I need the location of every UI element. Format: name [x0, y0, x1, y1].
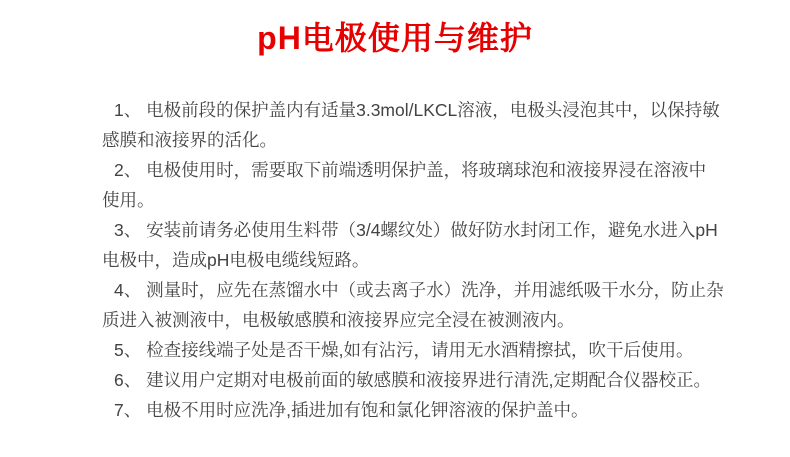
instruction-item-4-line-1: 4、 测量时，应先在蒸馏水中（或去离子水）洗净，并用滤纸吸干水分，防止杂 [114, 280, 724, 300]
instruction-item-1-line-2: 感膜和液接界的活化。 [102, 130, 277, 150]
instruction-item-3-line-1: 3、 安装前请务必使用生料带（3/4螺纹处）做好防水封闭工作，避免水进入pH [114, 220, 718, 240]
instruction-item-5: 5、 检查接线端子处是否干燥,如有沾污，请用无水酒精擦拭，吹干后使用。 [114, 340, 694, 360]
instruction-item-6: 6、 建议用户定期对电极前面的敏感膜和液接界进行清洗,定期配合仪器校正。 [114, 370, 711, 390]
instruction-item-1-line-1: 1、 电极前段的保护盖内有适量3.3mol/LKCL溶液，电极头浸泡其中，以保持敏 [114, 100, 720, 120]
instruction-item-4-line-2: 质进入被测液中，电极敏感膜和液接界应完全浸在被测液内。 [102, 310, 575, 330]
instructions-list [102, 95, 742, 425]
instruction-item-7: 7、 电极不用时应洗净,插进加有饱和氯化钾溶液的保护盖中。 [114, 400, 589, 420]
instruction-item-2-line-2: 使用。 [102, 190, 155, 210]
instruction-item-3-line-2: 电极中，造成pH电极电缆线短路。 [102, 250, 370, 270]
instruction-item-2-line-1: 2、 电极使用时，需要取下前端透明保护盖，将玻璃球泡和液接界浸在溶液中 [114, 160, 707, 180]
page-title: pH电极使用与维护 [257, 20, 533, 56]
